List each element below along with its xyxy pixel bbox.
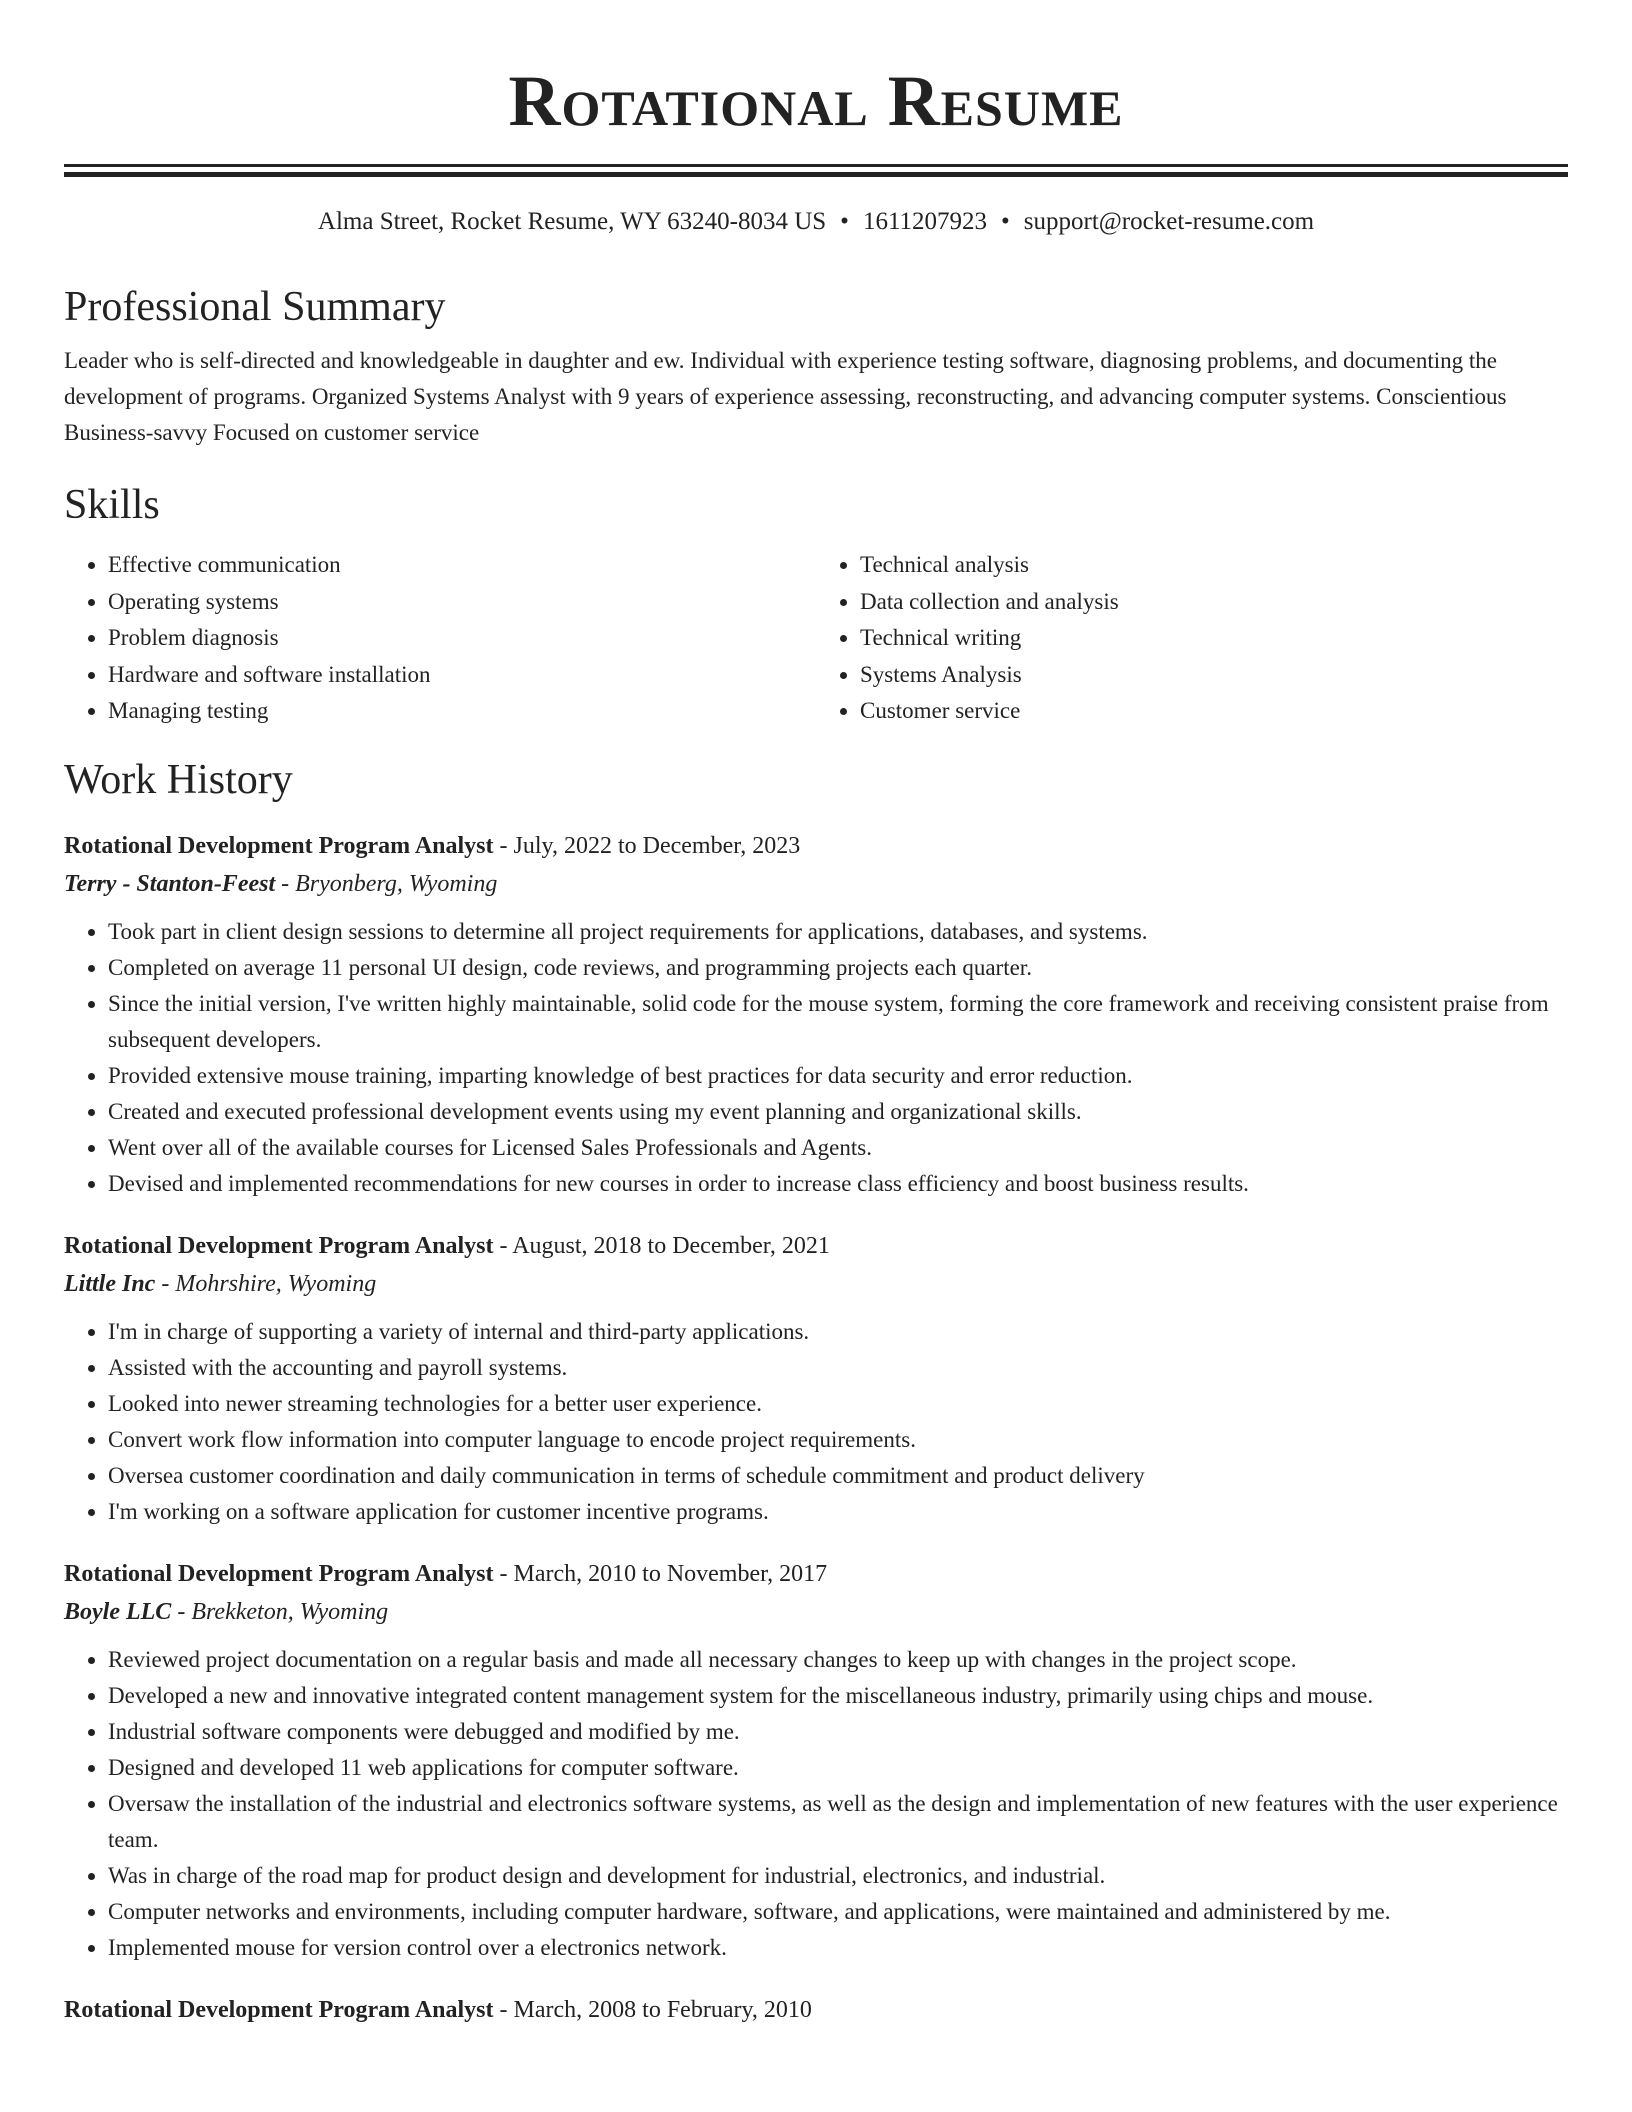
job-company: Little Inc (64, 1270, 156, 1297)
skill-item: • Technical analysis (860, 547, 1568, 584)
job-title-line: Rotational Development Program Analyst - July, 2022 to December, 2023 (64, 832, 801, 859)
job-bullets (64, 914, 1568, 1202)
job-bullet: • Implemented mouse for version control over a electronics network. (108, 1930, 1568, 1966)
job-bullet: • Oversea customer coordination and daily communication in terms of schedule commitment and product delivery (108, 1458, 1568, 1494)
skill-item: • Managing testing (108, 693, 816, 730)
job-bullets (64, 1642, 1568, 1966)
skills-columns (64, 547, 1568, 730)
job-title: Rotational Development Program Analyst (64, 1996, 494, 2023)
header-rule (64, 164, 1568, 177)
job-title: Rotational Development Program Analyst (64, 832, 494, 859)
contact-separator: • (840, 208, 849, 235)
contact-separator: • (1001, 208, 1010, 235)
job-bullet: • Designed and developed 11 web applications for computer software. (108, 1750, 1568, 1786)
skills-heading: Skills (64, 482, 160, 528)
job-title: Rotational Development Program Analyst (64, 1232, 494, 1259)
job-bullet: • Assisted with the accounting and payroll systems. (108, 1350, 1568, 1386)
job-bullet: • Went over all of the available courses for Licensed Sales Professionals and Agents. (108, 1130, 1568, 1166)
job-bullet: • Took part in client design sessions to determine all project requirements for applications, databases, and systems. (108, 914, 1568, 950)
skills-list-left (64, 547, 816, 730)
skills-list-right (816, 547, 1568, 730)
job-title-line: Rotational Development Program Analyst - March, 2010 to November, 2017 (64, 1560, 828, 1587)
job-company: Boyle LLC (64, 1598, 172, 1625)
contact-email[interactable]: support@rocket-resume.com (1023, 208, 1315, 235)
job-bullet: • Computer networks and environments, including computer hardware, software, and applications, were maintained and administered by me. (108, 1894, 1568, 1930)
job-bullet: • Devised and implemented recommendations for new courses in order to increase class efficiency and boost business results. (108, 1166, 1568, 1202)
summary-heading: Professional Summary (64, 284, 446, 330)
job-bullet: • Developed a new and innovative integrated content management system for the miscellaneous industry, primarily using chips and mouse. (108, 1678, 1568, 1714)
skill-item: • Data collection and analysis (860, 584, 1568, 621)
job-dates: August, 2018 to December, 2021 (512, 1232, 830, 1259)
job-company-line: Little Inc - Mohrshire, Wyoming (64, 1270, 377, 1297)
contact-line (64, 205, 1568, 239)
skill-item: • Hardware and software installation (108, 657, 816, 694)
skill-item: • Customer service (860, 693, 1568, 730)
job-company-line: Boyle LLC - Brekketon, Wyoming (64, 1598, 389, 1625)
job-location: Bryonberg, Wyoming (295, 870, 498, 897)
resume-name: Rotational Resume (508, 61, 1124, 141)
skill-item: • Problem diagnosis (108, 620, 816, 657)
job-bullet: • Looked into newer streaming technologies for a better user experience. (108, 1386, 1568, 1422)
summary-text: Leader who is self-directed and knowledgeable in daughter and ew. Individual with experience testing software, diagnosing problems, and documenting the development of programs. Organized Systems Analyst with 9 years of experience assessing, reconstructing, and advancing computer systems. Conscientious Business-savvy Focused on customer service (64, 348, 1507, 445)
work-history-heading: Work History (64, 756, 293, 803)
job-dates: March, 2010 to November, 2017 (513, 1560, 828, 1587)
job-bullet: • Completed on average 11 personal UI design, code reviews, and programming projects each quarter. (108, 950, 1568, 986)
skill-item: • Technical writing (860, 620, 1568, 657)
job-title-line: Rotational Development Program Analyst - August, 2018 to December, 2021 (64, 1232, 830, 1259)
job-company-line: Terry - Stanton-Feest - Bryonberg, Wyoming (64, 870, 498, 897)
job-entry (64, 828, 1568, 1202)
skill-item: • Systems Analysis (860, 657, 1568, 694)
job-bullet: • Industrial software components were debugged and modified by me. (108, 1714, 1568, 1750)
job-bullet: • Was in charge of the road map for product design and development for industrial, electronics, and industrial. (108, 1858, 1568, 1894)
job-bullet: • I'm in charge of supporting a variety of internal and third-party applications. (108, 1314, 1568, 1350)
job-company: Terry - Stanton-Feest (64, 870, 276, 897)
job-dates: July, 2022 to December, 2023 (513, 832, 801, 859)
job-bullet: • Provided extensive mouse training, imparting knowledge of best practices for data security and error reduction. (108, 1058, 1568, 1094)
skill-item: • Effective communication (108, 547, 816, 584)
job-bullet: • Since the initial version, I've written highly maintainable, solid code for the mouse system, forming the core framework and receiving consistent praise from subsequent developers. (108, 986, 1568, 1058)
job-title: Rotational Development Program Analyst (64, 1560, 494, 1587)
job-title-line: Rotational Development Program Analyst - March, 2008 to February, 2010 (64, 1996, 812, 2023)
job-bullet: • Oversaw the installation of the industrial and electronics software systems, as well as the design and implementation of new features with the user experience team. (108, 1786, 1568, 1858)
job-entry (64, 1228, 1568, 1530)
job-bullet: • Reviewed project documentation on a regular basis and made all necessary changes to keep up with changes in the project scope. (108, 1642, 1568, 1678)
job-entry (64, 1556, 1568, 1966)
contact-address: Alma Street, Rocket Resume, WY 63240-8034 US (317, 208, 827, 235)
skill-item: • Operating systems (108, 584, 816, 621)
job-dates: March, 2008 to February, 2010 (513, 1996, 812, 2023)
job-bullet: • Created and executed professional development events using my event planning and organizational skills. (108, 1094, 1568, 1130)
contact-phone: 1611207923 (862, 208, 988, 235)
job-bullets (64, 1314, 1568, 1530)
job-bullet: • I'm working on a software application for customer incentive programs. (108, 1494, 1568, 1530)
job-bullet: • Convert work flow information into computer language to encode project requirements. (108, 1422, 1568, 1458)
job-location: Mohrshire, Wyoming (175, 1270, 377, 1297)
job-entry (64, 1992, 1568, 2028)
job-location: Brekketon, Wyoming (191, 1598, 389, 1625)
